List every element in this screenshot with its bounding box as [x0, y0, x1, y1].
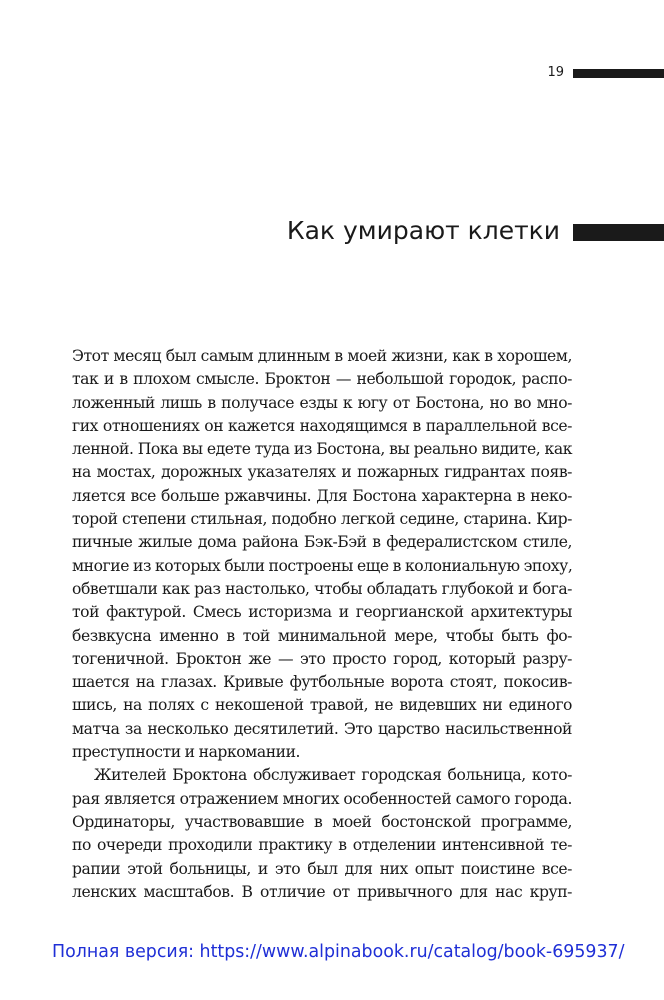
title-rule-bar [573, 224, 664, 241]
body-line: обветшали как раз настолько, чтобы обладать глубокой и бога- [72, 579, 572, 598]
body-line: торой степени стильная, подобно легкой седине, старина. Кир- [72, 510, 572, 529]
body-line: ленских масштабов. В отличие от привычного для нас круп- [72, 882, 572, 901]
page-number: 19 [547, 65, 564, 80]
body-line: рая является отражением многих особенностей самого города. [72, 789, 572, 808]
body-line: шается на глазах. Кривые футбольные ворота стоят, покосив- [72, 673, 572, 692]
body-line: так и в плохом смысле. Броктон — небольшой городок, распо- [72, 370, 572, 389]
body-text [72, 345, 572, 904]
body-line: многие из которых были построены еще в колониальную эпоху, [72, 556, 573, 575]
body-line: той фактурой. Смесь историзма и георгианской архитектуры [72, 603, 572, 622]
body-line: Ординаторы, участвовавшие в моей бостонской программе, [72, 812, 572, 831]
chapter-title: Как умирают клетки [286, 216, 560, 245]
body-line: тогеничной. Броктон же — это просто город, который разру- [72, 649, 572, 668]
body-line: рапии этой больницы, и это был для них опыт поистине все- [72, 859, 572, 878]
body-line: гих отношениях он кажется находящимся в параллельной все- [72, 416, 572, 435]
body-line: Жителей Броктона обслуживает городская больница, кото- [94, 766, 572, 785]
body-line: пичные жилые дома района Бэк-Бэй в федералистском стиле, [72, 533, 572, 552]
body-line: ляется все больше ржавчины. Для Бостона характерна в неко- [72, 486, 572, 505]
body-line: ложенный лишь в получасе езды к югу от Бостона, но во мно- [72, 393, 572, 412]
body-line: безвкусна именно в той минимальной мере, чтобы быть фо- [72, 626, 572, 645]
body-line: Этот месяц был самым длинным в моей жизни, как в хорошем, [72, 347, 572, 365]
body-line: ленной. Пока вы едете туда из Бостона, вы реально видите, как [72, 440, 572, 459]
body-line: по очереди проходили практику в отделении интенсивной те- [72, 836, 572, 855]
body-line: преступности и наркомании. [72, 743, 301, 762]
body-line: матча за несколько десятилетий. Это царство насильственной [72, 719, 572, 738]
full-version-link[interactable]: Полная версия: https://www.alpinabook.ru/catalog/book-695937/ [52, 942, 625, 962]
body-line: на мостах, дорожных указателях и пожарных гидрантах появ- [72, 463, 572, 482]
header-rule-bar [573, 69, 664, 78]
body-line: шись, на полях с некошеной травой, не видевших ни единого [72, 696, 572, 715]
